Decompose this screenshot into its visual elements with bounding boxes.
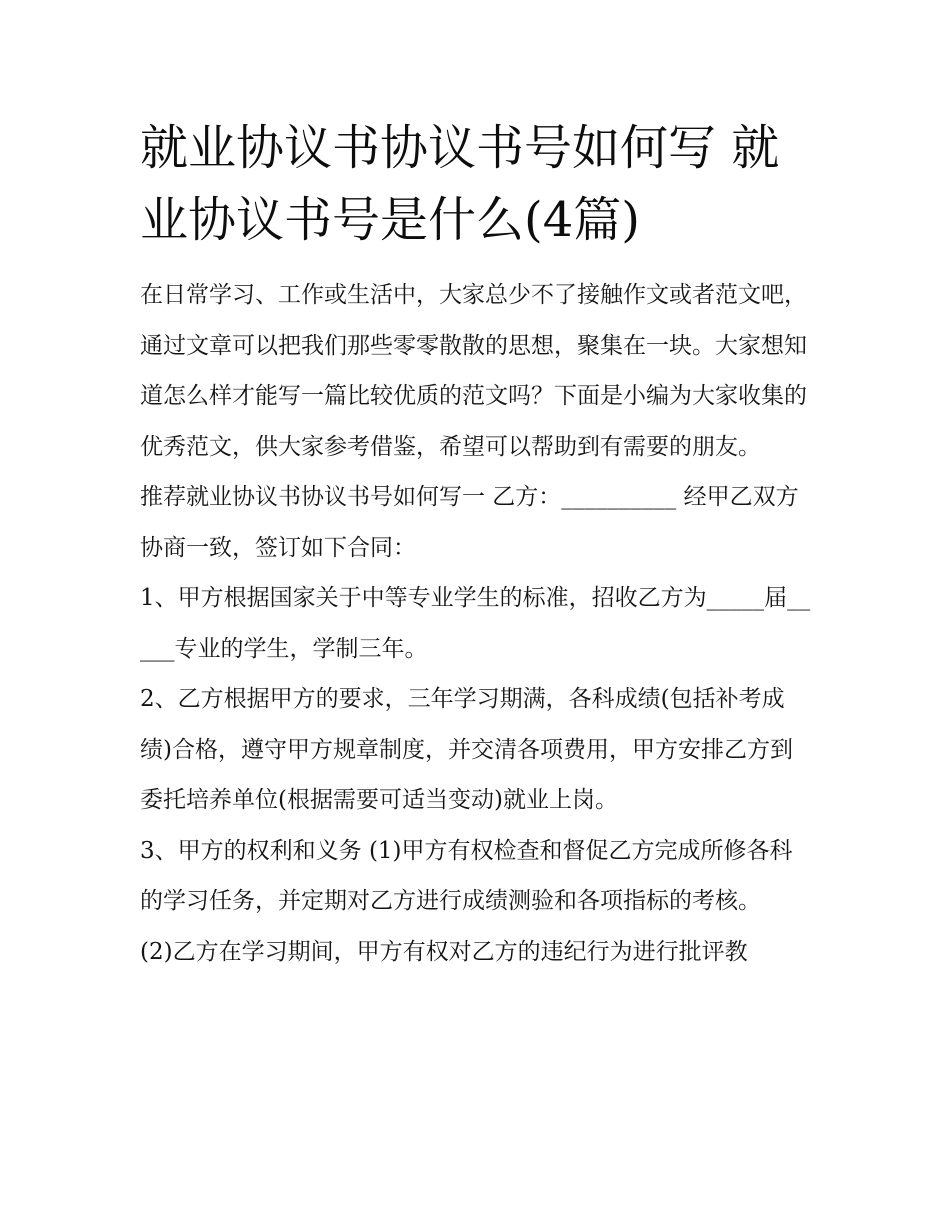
clause-3-paragraph: 3、甲方的权利和义务 (1)甲方有权检查和督促乙方完成所修各科的学习任务，并定期对乙方进行成绩测验和各项指标的考核。 (140, 837, 793, 914)
clause-2-paragraph: 2、乙方根据甲方的要求，三年学习期满，各科成绩(包括补考成绩)合格，遵守甲方规章制度，并交清各项费用，甲方安排乙方到委托培养单位(根据需要可适当变动)就业上岗。 (140, 686, 793, 813)
clause-3-2-paragraph: (2)乙方在学习期间，甲方有权对乙方的违纪行为进行批评教 (140, 938, 748, 965)
clause-1-paragraph: 1、甲方根据国家关于中等专业学生的标准，招收乙方为_____届_____专业的学生，学制三年。 (140, 585, 811, 662)
intro-paragraph: 在日常学习、工作或生活中，大家总少不了接触作文或者范文吧，通过文章可以把我们那些零零散散的思想，聚集在一块。大家想知道怎么样才能写一篇比较优质的范文吗？下面是小编为大家收集的优秀范文，供大家参考借鉴，希望可以帮助到有需要的朋友。 (140, 282, 807, 460)
recommendation-paragraph: 推荐就业协议书协议书号如何写一 乙方：__________ 经甲乙双方协商一致，签订如下合同： (140, 484, 799, 561)
document-title: 就业协议书协议书号如何写 就业协议书号是什么(4篇) (140, 120, 780, 248)
document-body (140, 112, 815, 977)
